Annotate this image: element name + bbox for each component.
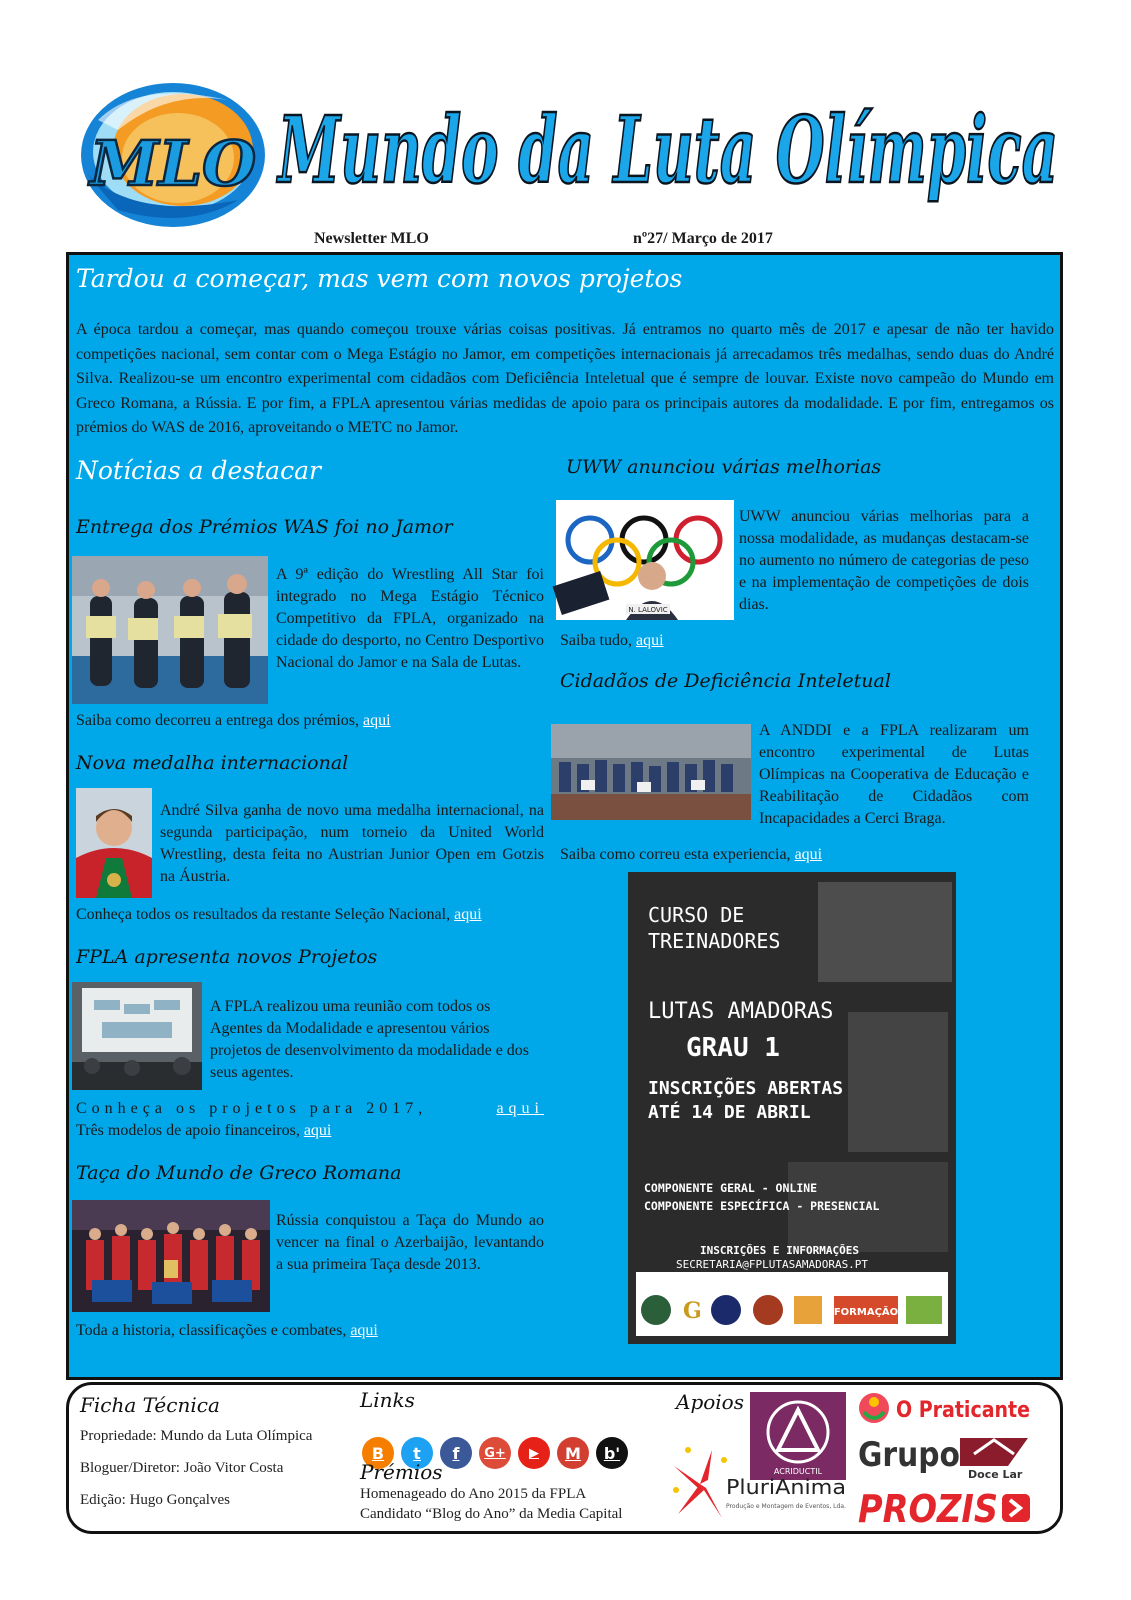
article-uww-title: UWW anunciou várias melhorias [566,456,882,478]
grupo-doce-lar-logo[interactable] [856,1432,1032,1480]
svg-text:Mundo da Luta Olímpica: Mundo da Luta Olímpica [276,96,1058,204]
article-uww-link[interactable]: aqui [636,632,664,649]
poster-line11: WWW. PORTUGAL-WRESTLING.ORG [684,1272,863,1285]
svg-text:O Praticante: O Praticante [896,1398,1030,1423]
was-awards-photo [72,556,268,704]
article-medal-cta-text: Conheça todos os resultados da restante Seleção Nacional, [76,906,451,923]
plurianima-logo[interactable] [668,1440,850,1526]
poster-logo-g: G [683,1298,702,1324]
mlo-logo [78,80,268,230]
article-anddi-link[interactable]: aqui [794,846,823,863]
ficha-item: Bloguer/Diretor: João Vitor Costa [80,1460,284,1476]
article-fpla-cta1-text: Conheça os projetos para 2017, [76,1100,428,1117]
svg-text:PROZIS: PROZIS [858,1487,998,1531]
poster-line2: TREINADORES [648,929,781,953]
poster-line3: LUTAS AMADORAS [648,999,834,1024]
article-uww-cta-text: Saiba tudo, [560,632,632,649]
article-was-title: Entrega dos Prémios WAS foi no Jamor [76,516,453,538]
article-anddi-text: A ANDDI e a FPLA realizaram um encontro experimental de Lutas Olímpicas na Cooperativa de Educação e Reabilitação de Cidadãos com Incapacidades a Cerci Braga. [759,722,1029,827]
logo-text: MLO [89,127,257,200]
article-medal-title: Nova medalha internacional [76,752,349,774]
article-cup-cta-text: Toda a historia, classificações e combates, [76,1322,347,1339]
premio-item: Homenageado do Ano 2015 da FPLA [360,1486,587,1502]
article-medal-text: André Silva ganha de novo uma medalha internacional, na segunda participação, num torneio da United World Wrestling, desta feita no Austrian Junior Open em Gotzis na Áustria. [160,802,544,885]
poster-line9: INSCRIÇÕES E INFORMAÇÕES [700,1244,859,1257]
poster-line10: SECRETARIA@FPLUTASAMADORAS.PT [676,1258,869,1271]
article-was-link[interactable]: aqui [363,712,391,729]
twitter-icon[interactable]: t [401,1437,433,1469]
article-anddi-cta-text: Saiba como correu esta experiencia, [560,846,791,863]
article-was-cta-text: Saiba como decorreu a entrega dos prémios, [76,712,360,729]
article-cup-text: Rússia conquistou a Taça do Mundo ao vencer na final o Azerbaijão, levantando a sua primeira Taça desde 2013. [276,1212,544,1273]
anddi-group-photo [551,724,751,820]
fpla-meeting-photo [72,982,202,1090]
google-plus-icon[interactable]: G+ [479,1437,511,1469]
ficha-item: Propriedade: Mundo da Luta Olímpica [80,1428,313,1444]
prozis-logo[interactable] [856,1486,1032,1531]
article-cup-title: Taça do Mundo de Greco Romana [76,1162,402,1184]
svg-text:Produção e Montagem de Eventos: Produção e Montagem de Eventos, Lda. [726,1503,847,1510]
article-fpla-cta2-text: Três modelos de apoio financeiros, [76,1122,300,1139]
bloglovin-icon[interactable]: b' [596,1437,628,1469]
o-praticante-logo[interactable] [856,1388,1032,1428]
svg-text:PluriAnima: PluriAnima [726,1475,846,1499]
editorial-title: Tardou a começar, mas vem com novos projetos [76,264,683,293]
article-fpla-link1[interactable]: aqui [496,1100,544,1117]
svg-text:Doce Lar: Doce Lar [968,1468,1023,1481]
newsletter-label: Newsletter MLO [314,230,429,247]
poster-line1: CURSO DE [648,903,745,927]
masthead-title [270,82,1070,232]
article-uww-text: UWW anunciou várias melhorias para a nossa modalidade, as mudanças destacam-se no aumento no número de categorias de peso e na implementação de competições de dois dias. [739,508,1029,613]
gmail-icon[interactable]: M [557,1437,589,1469]
ficha-item: Edição: Hugo Gonçalves [80,1492,230,1508]
poster-line4: GRAU 1 [686,1033,780,1063]
article-anddi-cta [560,844,822,866]
article-fpla-title: FPLA apresenta novos Projetos [76,946,378,968]
poster-line6: ATÉ 14 DE ABRIL [648,1102,811,1123]
youtube-icon[interactable]: ▶ [518,1437,550,1469]
premios-title: Prémios [360,1460,443,1484]
facebook-icon[interactable]: f [440,1437,472,1469]
news-heading: Notícias a destacar [76,456,321,485]
article-uww-cta [560,630,664,652]
article-cup-cta [76,1320,378,1342]
issue-number: nº27/ Março de 2017 [633,230,773,247]
article-fpla-cta1 [76,1098,544,1120]
acriductil-text: ACRIDUCTIL [773,1467,823,1476]
editorial-text: A época tardou a começar, mas quando começou trouxe várias coisas positivas. Já entramos no quarto mês de 2017 e apesar de não ter havido competições nacional, sem contar com o Mega Estágio no Jamor, em competições internacionais já arrecadamos três medalhas, sendo duas do André Silva. Realizou-se um encontro experimental com cidadãos com Deficiência Inteletual que é sempre de louvar. Existe novo campeão do Mundo em Greco Romana, a Rússia. E por fim, a FPLA apresentou várias medidas de apoio para os principais autores da modalidade. E por fim, entregamos os prémios do WAS de 2016, aproveitando o METC no Jamor. [76,321,1054,436]
uww-nameplate: N. LALOVIC [628,606,668,614]
article-medal-cta [76,904,482,926]
poster-line8: COMPONENTE ESPECÍFICA - PRESENCIAL [644,1199,880,1213]
poster-line7: COMPONENTE GERAL - ONLINE [644,1181,818,1195]
links-title: Links [360,1388,415,1412]
article-medal-link[interactable]: aqui [454,906,482,923]
andre-silva-photo [76,788,152,898]
article-was-text: A 9ª edição do Wrestling All Star foi integrado no Mega Estágio Técnico Competitivo da FPLA, organizado na cidade do desporto, no Centro Desportivo Nacional do Jamor e na Sala de Lutas. [276,566,544,671]
blogger-icon[interactable]: B [362,1437,394,1469]
poster-line5: INSCRIÇÕES ABERTAS [648,1078,844,1099]
article-cup-link[interactable]: aqui [350,1322,378,1339]
article-fpla-link2[interactable]: aqui [303,1122,332,1139]
article-anddi-title: Cidadãos de Deficiência Inteletual [560,670,891,692]
article-was-cta [76,710,391,732]
coaching-course-poster[interactable] [628,872,956,1344]
svg-text:Grupo: Grupo [858,1435,960,1475]
world-cup-team-photo [72,1200,270,1312]
ficha-title: Ficha Técnica [80,1393,220,1417]
poster-logo-formacao: FORMAÇÃO [833,1307,899,1318]
article-fpla-text: A FPLA realizou uma reunião com todos os Agentes da Modalidade e apresentou vários projetos de desenvolvimento da modalidade e dos seus agentes. [210,998,530,1081]
apoios-title: Apoios [676,1390,744,1414]
premio-item: Candidato “Blog do Ano” da Media Capital [360,1506,623,1522]
uww-press-photo [556,500,734,620]
article-fpla-cta2 [76,1120,331,1142]
